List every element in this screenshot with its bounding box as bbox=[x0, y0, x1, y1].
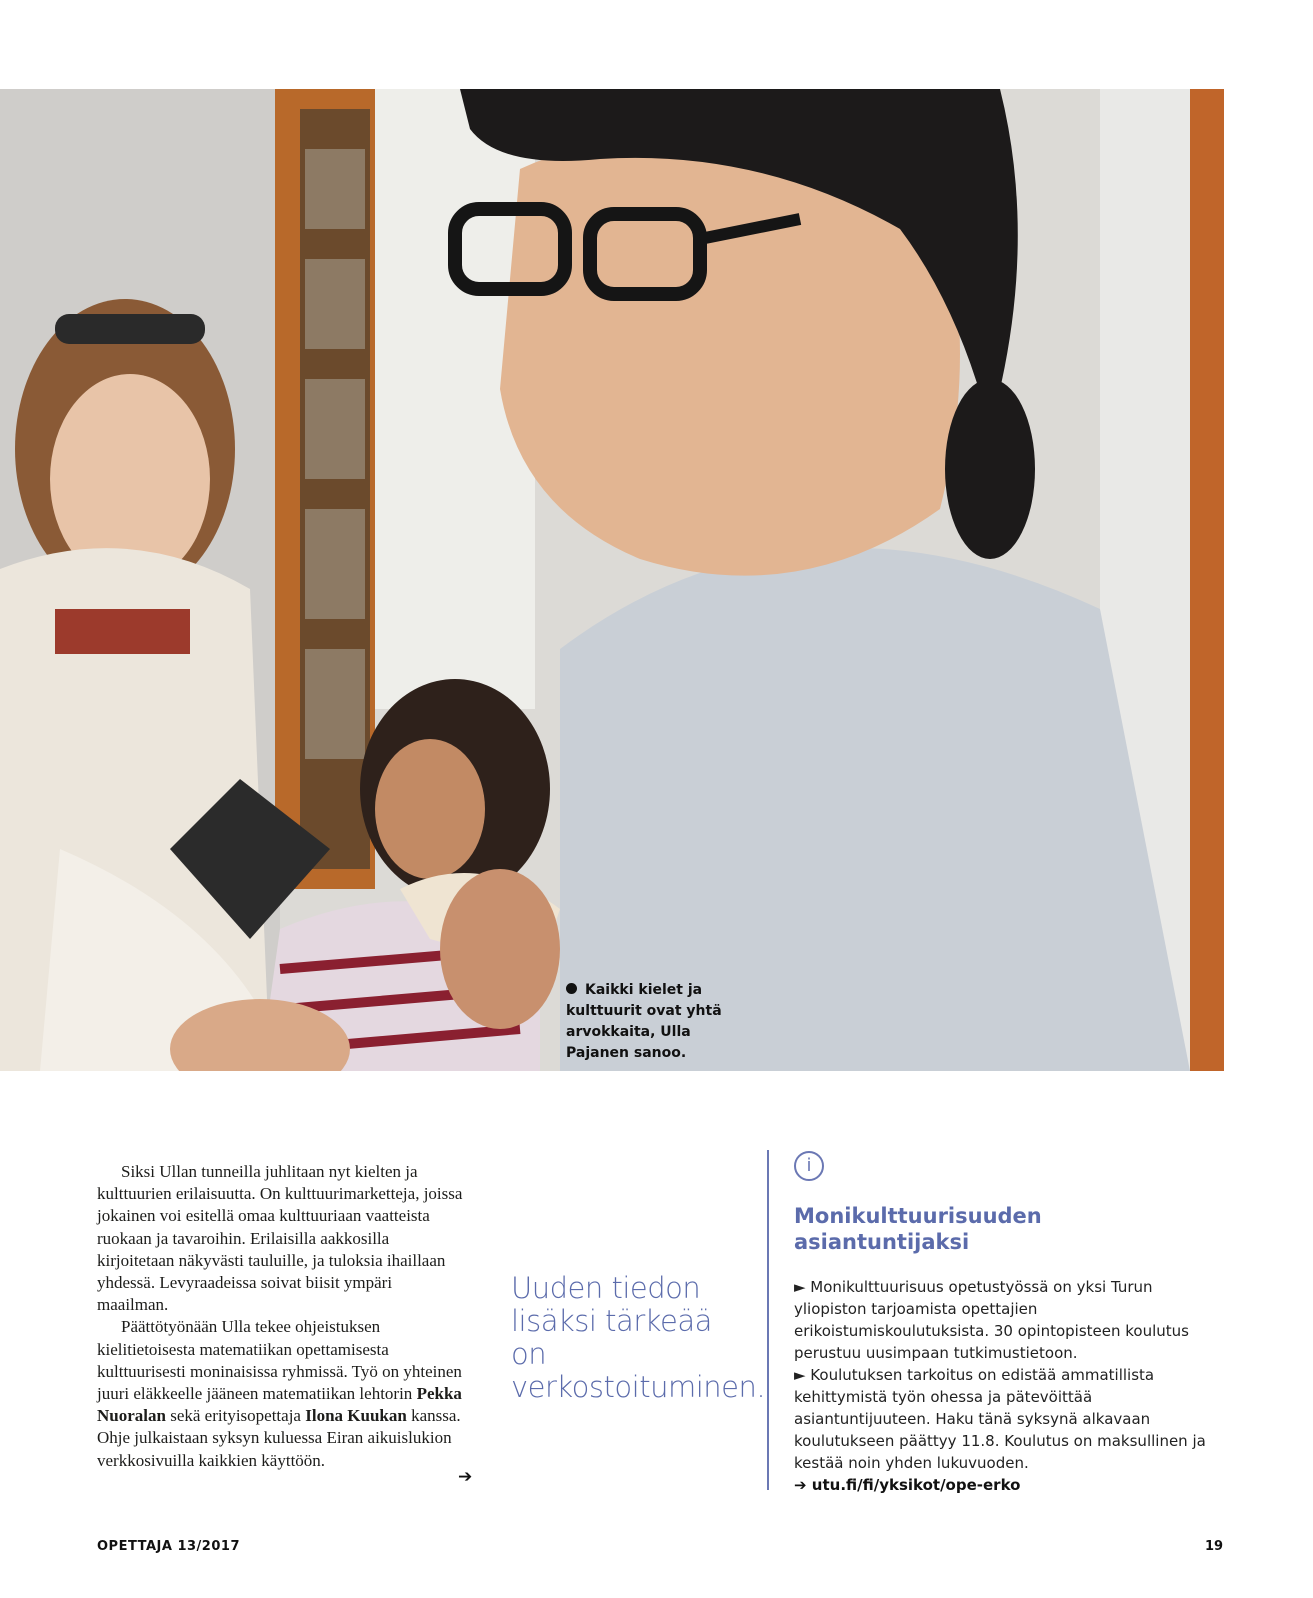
pull-quote: Uuden tiedon lisäksi tärkeää on verkostoituminen. bbox=[511, 1271, 766, 1404]
page-number: 19 bbox=[1205, 1539, 1224, 1554]
person-name: Ilona Kuukan bbox=[305, 1406, 407, 1426]
article-paragraph-2 bbox=[97, 1316, 465, 1471]
photo-caption-text: Kaikki kielet ja kulttuurit ovat yhtä arvokkaita, Ulla Pajanen sanoo. bbox=[566, 982, 722, 1061]
info-box-body bbox=[794, 1276, 1224, 1496]
info-box-link[interactable]: ➔ utu.fi/fi/yksikot/ope-erko bbox=[794, 1476, 1021, 1494]
info-box-divider bbox=[767, 1150, 769, 1490]
info-box-title: Monikulttuurisuuden asiantuntijaksi bbox=[794, 1204, 1042, 1254]
article-body bbox=[97, 1161, 465, 1472]
bullet-dot-icon bbox=[566, 983, 577, 994]
paragraph-text: sekä erityisopettaja bbox=[165, 1406, 306, 1426]
continue-arrow-icon: ➔ bbox=[458, 1467, 473, 1487]
photo-illustration bbox=[0, 89, 1224, 1071]
person-name: Pekka Nuoralan bbox=[97, 1384, 462, 1426]
paragraph-text: kanssa. Ohje julkaistaan syksyn kuluessa Eiran aikuislukion verkkosivuilla kaikkien käyttöön. bbox=[97, 1406, 461, 1470]
article-photo bbox=[0, 89, 1224, 1071]
photo-caption bbox=[566, 980, 756, 1064]
info-box-item: ► Koulutuksen tarkoitus on edistää ammatillista kehittymistä työn ohessa ja pätevöittää asiantuntijuuteen. Haku tänä syksynä alkavaan koulutukseen päättyy 11.8. Koulutus on maksullinen ja kestää noin yhden lukuvuoden. bbox=[794, 1366, 1206, 1472]
info-icon: i bbox=[794, 1151, 824, 1181]
article-paragraph-1: Siksi Ullan tunneilla juhlitaan nyt kielten ja kulttuurien erilaisuutta. On kulttuurimarketteja, joissa jokainen voi esitellä omaa kulttuuriaan vaatteista ruokaan ja tavaroihin. Erilaisilla aakkosilla kirjoitetaan näkyvästi tauluille, ja tuloksia ihaillaan yhdessä. Levyraadeissa soivat biisit ympäri maailman. bbox=[97, 1162, 463, 1315]
info-box-item: ► Monikulttuurisuus opetustyössä on yksi Turun yliopiston tarjoamista opettajien erikoistumiskoulutuksista. 30 opintopisteen koulutus perustuu uusimpaan tutkimustietoon. bbox=[794, 1278, 1189, 1362]
magazine-issue: OPETTAJA 13/2017 bbox=[97, 1539, 240, 1554]
paragraph-text: Päättötyönään Ulla tekee ohjeistuksen kielitietoisesta matematiikan opettamisesta kulttuurisesti moninaisissa ryhmissä. Työ on yhteinen juuri eläkkeelle jääneen matematiikan lehtorin bbox=[97, 1317, 462, 1404]
